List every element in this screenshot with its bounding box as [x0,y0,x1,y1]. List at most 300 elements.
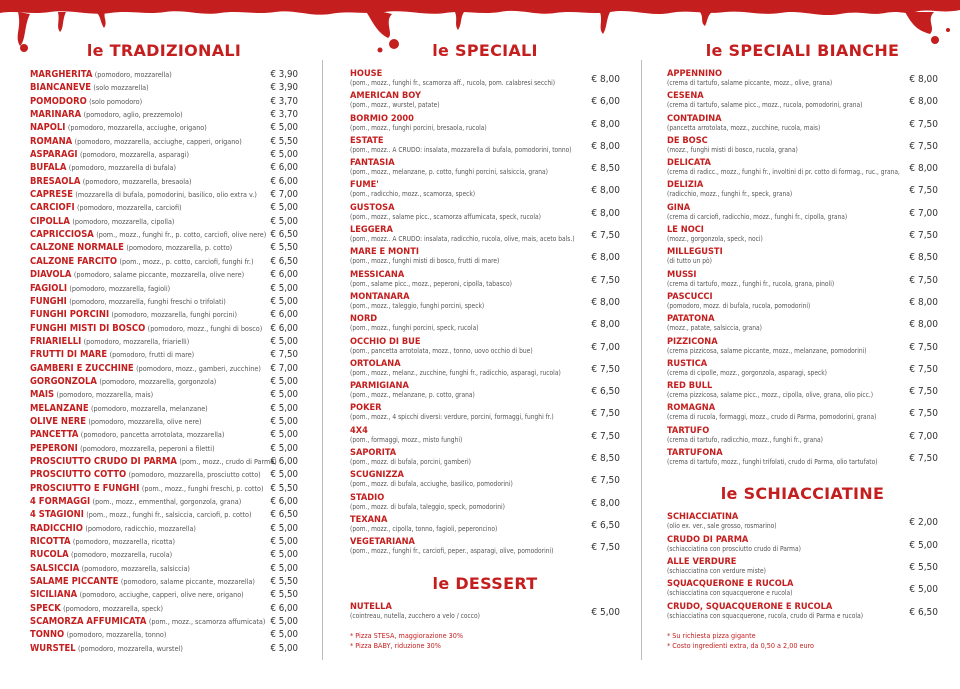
menu-item [350,447,620,469]
item-price: € 6,50 [270,255,298,267]
item-price: € 7,50 [591,542,620,554]
item-ingredients: (pomodoro, mozzarella, salsiccia) [81,563,190,573]
menu-item [30,562,298,575]
item-price: € 5,00 [270,415,298,427]
menu-item [30,81,298,94]
item-name: NUTELLA [350,600,392,612]
menu-item [30,362,298,375]
item-price: € 6,50 [909,606,938,618]
item-name: PROSCIUTTO E FUNGHI [30,482,140,494]
item-price: € 7,00 [270,189,298,201]
menu-item [350,157,620,179]
item-price: € 8,00 [591,296,620,308]
item-name: SPECK [30,602,61,614]
item-price: € 5,00 [270,442,298,454]
menu-item [30,602,298,615]
item-price: € 6,00 [270,496,298,507]
item-ingredients: (pomodoro, mozzarella, prosciutto cotto) [128,470,261,480]
item-price: € 6,00 [270,322,298,334]
menu-item [30,535,298,548]
item-name: SALSICCIA [30,562,80,574]
item-name: RADICCHIO [30,522,83,534]
item-ingredients: (pom., mozz., crudo di Parma) [179,456,277,466]
menu-item [350,224,620,246]
item-price: € 5,00 [270,562,298,574]
item-ingredients: (pomodoro, mozzarella, tonno) [66,630,167,640]
note-pizza-baby: * Pizza BABY, riduzione 30% [350,640,441,650]
item-price: € 8,00 [591,118,620,130]
menu-item [350,469,620,491]
menu-item [667,402,938,424]
item-ingredients: (pomodoro, mozzarella, peperoni a filetti) [80,443,215,453]
item-name: FUNGHI MISTI DI BOSCO [30,322,146,334]
item-price: € 8,50 [591,163,620,175]
item-name: FRUTTI DI MARE [30,349,108,361]
menu-item [30,175,298,188]
item-name: 4X4 [350,424,368,436]
item-name: CONTADINA [667,112,722,124]
item-price: € 3,70 [270,109,298,121]
item-ingredients: (pom., mozz., 4 spicchi diversi: verdure, porcini, formaggi, funghi fr.) [350,413,554,422]
item-name: NAPOLI [30,122,66,134]
item-ingredients: (pomodoro, mozzarella, mais) [56,390,154,400]
item-price: € 7,50 [591,363,620,375]
item-name: CARCIOFI [30,202,75,214]
item-name: CRUDO, SQUACQUERONE E RUCOLA [667,600,833,612]
item-ingredients: (radicchio, mozz., funghi fr., speck, grana) [667,190,793,199]
column-speciali [350,38,620,651]
item-price: € 6,00 [270,269,298,281]
item-name: ASPARAGI [30,149,78,161]
item-ingredients: (crema di cipolle, mozz., gorgonzola, asparagi, speck) [667,368,827,377]
item-name: BORMIO 2000 [350,112,414,124]
menu-item [350,113,620,135]
menu-item [30,575,298,588]
menu-item [30,415,298,428]
menu-item [30,402,298,415]
item-name: NORD [350,313,378,325]
menu-item [667,269,938,291]
item-ingredients: (pomodoro, mozzarella, fagioli) [69,283,171,293]
item-name: MUSSI [667,268,697,280]
menu-item [30,348,298,361]
item-ingredients: (pom., mozz., funghi fr., p. cotto, carciofi, olive nere) [96,230,267,240]
item-name: FANTASIA [350,157,395,169]
item-price: € 7,50 [909,363,938,375]
item-price: € 7,50 [270,349,298,361]
menu-item [667,556,938,578]
item-name: PROSCIUTTO CRUDO DI PARMA [30,455,177,467]
item-name: SCAMORZA AFFUMICATA [30,616,147,628]
item-name: MARE E MONTI [350,246,419,258]
item-price: € 5,00 [270,149,298,161]
item-price: € 8,50 [591,453,620,465]
item-price: € 5,00 [270,375,298,387]
schiacciatine-list [667,511,938,622]
item-name: RUCOLA [30,549,69,561]
item-ingredients: (pomodoro, mozzarella, rucola) [71,550,173,560]
item-price: € 5,00 [909,584,938,596]
menu-item [30,295,298,308]
menu-item [667,447,938,469]
menu-item [30,68,298,81]
item-ingredients: (pomodoro, mozzarella, funghi porcini) [111,310,237,320]
item-ingredients: (crema di tartufo, salame piccante, mozz., olive, grana) [667,79,833,87]
item-name: VEGETARIANA [350,536,415,548]
item-name: MAIS [30,389,55,401]
menu-item [30,255,298,268]
item-name: SAPORITA [350,447,397,459]
item-name: OLIVE NERE [30,415,86,427]
item-ingredients: (crema pizzicosa, salame piccante, mozz., melanzane, pomodorini) [667,346,867,355]
item-name: GUSTOSA [350,201,395,213]
item-price: € 8,00 [591,319,620,331]
menu-item [30,148,298,161]
menu-item [667,425,938,447]
item-ingredients: (pom., mozz., funghi freschi, p. cotto) [141,483,264,493]
item-ingredients: (crema di tartufo, radicchio, mozz., funghi fr., grana) [667,435,823,444]
column-divider-left [322,60,323,660]
item-name: MELANZANE [30,402,89,414]
item-ingredients: (pomodoro, mozz., gamberi, zucchine) [136,363,261,373]
item-name: SCHIACCIATINA [667,511,739,523]
item-ingredients: (pancetta arrotolata, mozz., zucchine, rucola, mais) [667,123,821,132]
item-price: € 8,00 [909,296,938,308]
speciali-list [350,68,620,559]
menu-item [30,308,298,321]
item-name: FUNGHI PORCINI [30,309,110,321]
menu-item [667,313,938,335]
item-name: MONTANARA [350,290,410,302]
item-name: PROSCIUTTO COTTO [30,469,127,481]
menu-item [667,90,938,112]
item-price: € 7,50 [591,475,620,487]
item-ingredients: (pom., mozz., funghi porcini, bresaola, rucola) [350,123,487,132]
item-price: € 6,50 [591,519,620,531]
item-price: € 8,00 [591,252,620,264]
item-name: LEGGERA [350,224,393,236]
item-price: € 5,00 [270,282,298,294]
item-price: € 7,50 [909,274,938,286]
item-name: CIPOLLA [30,215,70,227]
item-price: € 8,00 [909,163,938,175]
item-ingredients: (pom., mozz. di bufala, porcini, gamberi) [350,458,471,467]
menu-item [30,442,298,455]
menu-item [350,291,620,313]
item-ingredients: (mozz., gorgonzola, speck, noci) [667,235,763,244]
menu-item [30,375,298,388]
menu-item [30,95,298,108]
item-ingredients: (pom., mozz., emmenthal, gorgonzola, grana) [92,497,242,506]
item-name: 4 FORMAGGI [30,496,91,507]
menu-item [667,578,938,600]
item-ingredients: (crema pizzicosa, salame picc., mozz., cipolla, olive, grana, olio picc.) [667,391,874,400]
item-name: SCUGNIZZA [350,469,404,481]
item-ingredients: (crema di tartufo, mozz., funghi trifolati, crudo di Parma, olio tartufato) [667,458,878,467]
menu-item [667,534,938,556]
tradizionali-list [30,68,298,655]
item-name: 4 STAGIONI [30,509,84,521]
item-name: ESTATE [350,134,384,146]
menu-item [350,358,620,380]
item-price: € 7,50 [909,118,938,130]
menu-item [667,68,938,90]
item-ingredients: (pom., mozz. di bufala, taleggio, speck, pomodorini) [350,502,505,511]
item-name: DELICATA [667,157,711,169]
menu-item [30,428,298,441]
item-name: TARTUFO [667,424,710,436]
menu-item [30,335,298,348]
item-ingredients: (pomodoro, mozzarella, speck) [63,603,164,613]
menu-item [30,455,298,468]
item-price: € 7,50 [591,230,620,242]
item-price: € 8,00 [591,140,620,152]
item-price: € 3,90 [270,82,298,94]
item-name: PANCETTA [30,429,79,441]
menu-item [30,495,298,508]
item-price: € 5,00 [270,522,298,534]
item-ingredients: (pomodoro, mozzarella, p. cotto) [126,243,233,253]
item-price: € 5,00 [270,549,298,561]
menu-item [30,188,298,201]
item-price: € 8,00 [591,497,620,509]
item-ingredients: (schiacciatina con squacquerone e rucola) [667,589,793,598]
item-name: PEPERONI [30,442,78,454]
item-ingredients: (crema di carciofi, radicchio, mozz., funghi fr., cipolla, grana) [667,212,848,221]
item-price: € 5,00 [270,429,298,441]
item-ingredients: (pomodoro, mozzarella, funghi freschi o trifolati) [69,296,226,306]
item-ingredients: (mozz., patate, salsiccia, grana) [667,324,762,333]
item-name: GAMBERI E ZUCCHINE [30,362,134,374]
item-price: € 6,50 [591,386,620,398]
item-ingredients: (crema di radicc., mozz., funghi fr., involtini di pr. cotto di formag., ruc., grana, [667,168,900,177]
section-title-tradizionali: le TRADIZIONALI [86,41,242,60]
item-price: € 7,50 [909,230,938,242]
item-ingredients: (pom., mozz., melanzane, p. cotto, funghi porcini, salsiccia, grana) [350,168,548,177]
menu-item [667,157,938,179]
item-name: OCCHIO DI BUE [350,335,421,347]
item-name: APPENNINO [667,68,723,79]
item-name: TONNO [30,629,65,641]
item-ingredients: (pomodoro, aglio, prezzemolo) [83,110,183,120]
item-price: € 5,00 [270,642,298,654]
item-price: € 6,00 [270,162,298,174]
menu-item [350,380,620,402]
item-name: HOUSE [350,68,383,79]
menu-item [350,202,620,224]
menu-item [667,113,938,135]
section-title-speciali-bianche: le SPECIALI BIANCHE [705,41,900,60]
item-price: € 8,00 [591,74,620,85]
item-name: AMERICAN BOY [350,90,421,102]
item-name: CAPRESE [30,189,73,201]
item-ingredients: (pomodoro, mozzarella) [94,70,172,79]
menu-item [30,508,298,521]
item-name: POMODORO [30,95,87,107]
item-price: € 5,50 [270,242,298,254]
item-ingredients: (pomodoro, mozzarella, cipolla) [72,216,175,226]
item-name: BIANCANEVE [30,82,91,94]
item-ingredients: (pom., mozz., funghi misti di bosco, frutti di mare) [350,257,500,266]
menu-item [350,601,620,623]
item-ingredients: (schiacciatina con squacquerone, rucola, crudo di Parma e rucola) [667,611,864,620]
item-name: DELIZIA [667,179,704,191]
item-ingredients: (cointreau, nutella, zucchero a velo / cocco) [350,611,480,620]
item-ingredients: (pom., mozz., melanz., zucchine, funghi fr., radicchio, asparagi, rucola) [350,368,561,377]
menu-item [667,358,938,380]
item-name: ALLE VERDURE [667,555,737,567]
item-ingredients: (pomodoro, acciughe, capperi, olive nere, origano) [79,590,244,600]
item-name: GORGONZOLA [30,375,97,387]
item-price: € 6,00 [270,602,298,614]
item-name: PIZZICONA [667,335,718,347]
item-name: RICOTTA [30,536,71,548]
menu-item [30,388,298,401]
menu-item [30,108,298,121]
item-ingredients: (schiacciatina con verdure miste) [667,566,766,575]
menu-item [30,548,298,561]
section-title-dessert: le DESSERT [432,573,538,593]
item-price: € 7,50 [591,408,620,420]
item-ingredients: (schiacciatina con prosciutto crudo di Parma) [667,544,801,553]
item-price: € 7,00 [909,430,938,442]
item-ingredients: (pomodoro, mozzarella, ricotta) [72,537,176,547]
item-ingredients: (pom., mozz. di bufala, acciughe, basilico, pomodorini) [350,480,513,489]
menu-item [667,179,938,201]
menu-item [350,336,620,358]
item-ingredients: (olio ex. ver., sale grosso, rosmarino) [667,522,777,531]
item-ingredients: (pomodoro, mozzarella, acciughe, origano) [67,123,207,133]
item-name: RED BULL [667,380,713,392]
item-name: CALZONE FARCITO [30,255,118,267]
item-ingredients: (pom., pancetta arrotolata, mozz., tonno, uovo occhio di bue) [350,346,533,355]
item-name: TEXANA [350,513,388,525]
item-ingredients: (pomodoro, mozzarella, melanzane) [91,403,208,413]
note-pizza-stesa: * Pizza STESA, maggiorazione 30% [350,630,464,640]
menu-item [350,179,620,201]
item-price: € 5,00 [270,295,298,307]
item-name: RUSTICA [667,357,708,369]
item-name: CALZONE NORMALE [30,242,124,254]
item-name: GINA [667,201,691,213]
item-price: € 5,50 [270,589,298,601]
item-ingredients: (mozzarella di bufala, pomodorini, basilico, olio extra v.) [75,190,257,200]
item-ingredients: (pom., mozz., cipolla, tonno, fagioli, peperoncino) [350,524,498,533]
menu-item [667,511,938,533]
item-price: € 3,90 [270,69,298,80]
item-price: € 2,00 [909,517,938,529]
item-name: BUFALA [30,162,67,174]
menu-item [30,482,298,495]
menu-item [350,68,620,90]
item-price: € 5,50 [909,561,938,573]
item-ingredients: (di tutto un pò) [667,257,712,266]
item-ingredients: (pom., mozz.. A CRUDO: insalata, mozzarella di bufala, pomodorini, tonno) [350,145,572,154]
item-name: MESSICANA [350,268,405,280]
menu-item [350,492,620,514]
menu-item [350,246,620,268]
item-ingredients: (pom., radicchio, mozz., scamorza, speck) [350,190,476,199]
menu-item [30,121,298,134]
item-ingredients: (pom., mozz., funghi porcini, speck, rucola) [350,324,479,333]
item-price: € 5,00 [909,539,938,551]
item-price: € 7,50 [591,430,620,442]
item-price: € 8,00 [909,96,938,108]
item-ingredients: (pomodoro, mozzarella, gorgonzola) [99,376,217,386]
item-ingredients: (solo mozzarella) [93,83,149,93]
menu-item [350,425,620,447]
menu-item [30,588,298,601]
item-ingredients: (pomodoro, mozz. di bufala, rucola, pomodorini) [667,301,811,310]
item-name: PASCUCCI [667,290,713,302]
section-title-schiacciatine: le SCHIACCIATINE [720,484,885,504]
column-tradizionali [30,38,298,655]
item-ingredients: (crema di rucola, formaggi, mozz., crudo di Parma, pomodorini, grana) [667,413,877,422]
menu-item [667,601,938,623]
column-divider-right [641,60,642,660]
item-ingredients: (pom., mozz., funghi fr., scamorza aff., rucola, pom. calabresi secchi) [350,79,556,87]
item-price: € 7,50 [909,453,938,465]
item-price: € 3,70 [270,95,298,107]
menu-item [30,615,298,628]
item-name: FUME' [350,179,379,191]
item-name: FRIARIELLI [30,335,82,347]
item-price: € 7,50 [591,274,620,286]
item-name: ROMANA [30,135,73,147]
menu-item [30,201,298,214]
item-ingredients: (pom., salame picc., mozz., peperoni, cipolla, tabasco) [350,279,512,288]
item-price: € 5,00 [270,122,298,134]
item-price: € 7,00 [909,207,938,219]
item-price: € 5,00 [270,616,298,628]
section-title-speciali: le SPECIALI [432,41,538,60]
item-ingredients: (pom., mozz., funghi fr., salsiccia, carciofi, p. cotto) [86,510,252,520]
item-ingredients: (pomodoro, mozzarella, carciofi) [77,203,182,213]
item-ingredients: (pom., mozz., p. cotto, carciofi, funghi fr.) [119,256,254,266]
item-price: € 8,00 [909,74,938,85]
item-ingredients: (pom., mozz., wurstel, patate) [350,101,440,110]
item-ingredients: (pomodoro, mozzarella di bufala) [68,163,177,173]
item-ingredients: (pomodoro, mozzarella, wurstel) [78,643,183,653]
item-name: SALAME PICCANTE [30,576,119,588]
menu-item [667,336,938,358]
item-name: DIAVOLA [30,269,72,281]
item-name: CAPRICCIOSA [30,229,94,241]
item-price: € 8,00 [909,319,938,331]
item-price: € 6,00 [270,175,298,187]
item-name: CESENA [667,90,704,102]
item-ingredients: (pomodoro, frutti di mare) [109,350,195,360]
item-name: CRUDO DI PARMA [667,533,749,545]
item-name: BRESAOLA [30,175,81,187]
item-ingredients: (pom., mozz.. A CRUDO: insalata, radicchio, rucola, olive, mais, aceto bals.) [350,235,575,244]
item-price: € 8,50 [909,252,938,264]
item-price: € 6,50 [270,229,298,241]
menu-item [667,291,938,313]
speciali-bianche-list [667,68,938,469]
item-ingredients: (pomodoro, mozzarella, friarielli) [83,336,190,346]
item-price: € 5,00 [591,606,620,618]
item-ingredients: (pom., formaggi, mozz., misto funghi) [350,435,463,444]
item-name: MARINARA [30,109,82,121]
menu-item [350,536,620,558]
item-price: € 7,50 [909,341,938,353]
menu-item [30,322,298,335]
menu-item [30,215,298,228]
menu-item [30,642,298,655]
menu-item [30,282,298,295]
item-price: € 8,00 [591,185,620,197]
